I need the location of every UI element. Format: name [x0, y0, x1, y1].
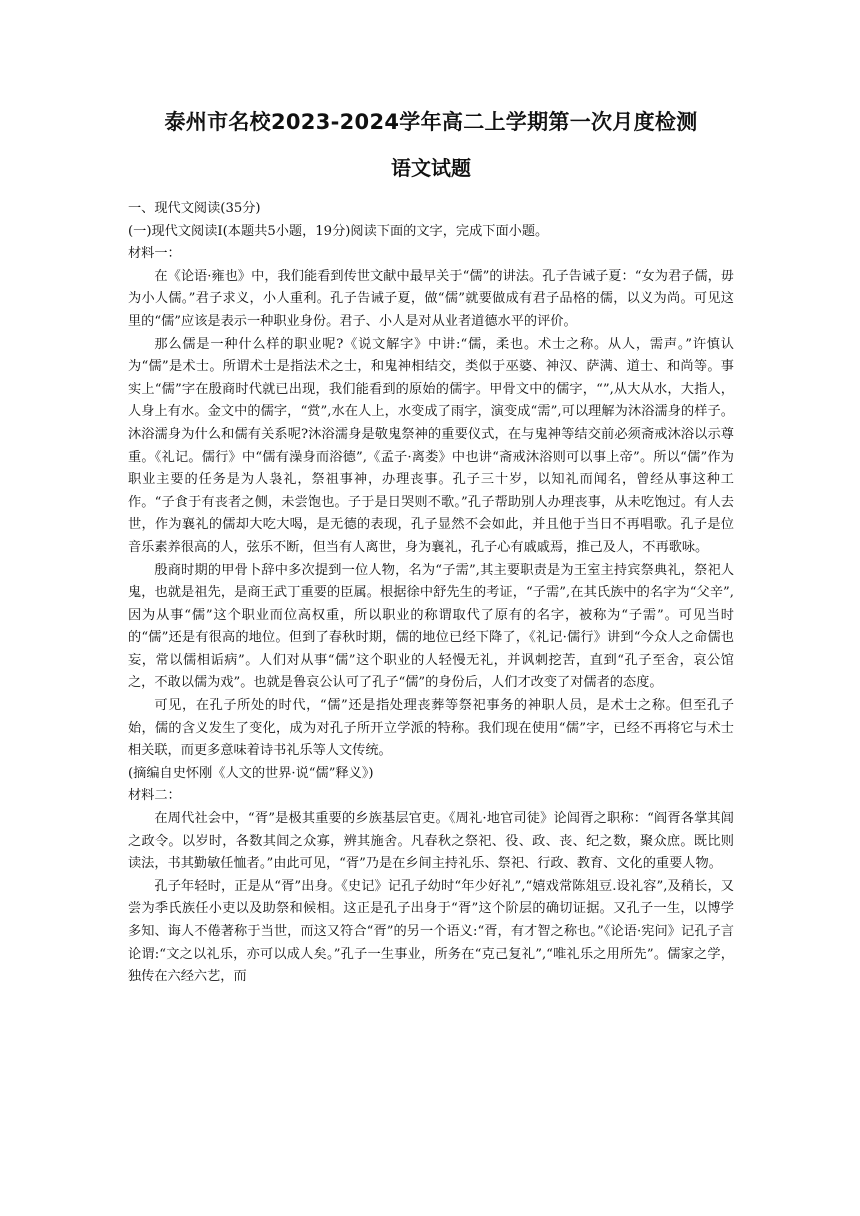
source-note: (摘编自史怀刚《人文的世界·说“儒”释义》) [128, 765, 374, 781]
section-heading: 一、现代文阅读(35分) [128, 201, 261, 216]
material2-label: 材料二： [128, 788, 181, 804]
material1-paragraph: 殷商时期的甲骨卜辞中多次提到一位人物，名为“子需”,其主要职责是为王室主持宾祭典礼，祭祀人鬼，也就是祖先，是商王武丁重要的臣属。根据徐中舒先生的考证，“子需”,在其氏族中的名字为“父辛”,因为从事“儒”这个职业而位高权重，所以职业的称谓取代了原有的名字，被称为“子需”。可见当时的“儒”还是有很高的地位。但到了春秋时期，儒的地位已经下降了，《礼记·儒行》讲到“今众人之命儒也妄，常以儒相诟病”。人们对从事“儒”这个职业的人轻慢无礼，并讽刺挖苦，直到“孔子至舍，哀公馆之，不敢以儒为戏”。也就是鲁哀公认可了孔子“儒”的身份后，人们才改变了对儒者的态度。 [128, 562, 734, 691]
document-title: 泰州市名校2023-2024学年高二上学期第一次月度检测 [164, 110, 698, 134]
material1-paragraph: 那么儒是一种什么样的职业呢?《说文解字》中讲:“儒，柔也。术士之称。从人，需声。”许慎认为“儒”是术士。所谓术士是指法术之士，和鬼神相结交，类似于巫婆、神汉、萨满、道士、和尚等。事实上“儒”字在殷商时代就已出现，我们能看到的原始的儒字。甲骨文中的儒字，“”,从大从水，大指人，人身上有水。金文中的儒字，“赏”,水在人上，水变成了雨字，演变成“需”,可以理解为沐浴濡身的样子。沐浴濡身为什么和儒有关系呢?沐浴濡身是敬鬼祭神的重要仪式，在与鬼神等结交前必须斋戒沐浴以示尊重。《礼记。儒行》中“儒有澡身而浴德”,《孟子·离娄》中也讲“斋戒沐浴则可以事上帝”。所以“儒”作为职业主要的任务是为人袅礼，祭祖事神，办理丧事。孔子三十岁，以知礼而闻名，曾经从事这种工作。“子食于有丧者之侧，未尝饱也。子于是日哭则不歌。”孔子帮助别人办理丧事，从未吃饱过。有人去世，作为襄礼的儒却大吃大喝，是无德的表现，孔子显然不会如此，并且他于当日不再唱歌。孔子是位音乐素养很高的人，弦乐不断，但当有人离世，身为襄礼，孔子心有戚戚焉，推己及人，不再歌咏。 [128, 336, 734, 555]
material2-paragraph: 孔子年轻时，正是从“胥”出身。《史记》记孔子幼时“年少好礼”,“嬉戏常陈俎豆.设礼容”,及稍长，又尝为季氏族任小吏以及助祭和候相。这正是孔子出身于“胥”这个阶层的确切证据。又孔子一生，以博学多知、诲人不倦著称于当世，而这又符合“胥”的另一个语义:“胥，有才智之称也。”《论语·宪问》记孔子言论谓:“文之以礼乐，亦可以成人矣。”孔子一生事业，所务在“克己复礼”,“唯礼乐之用所先”。儒家之学，独传在六经六艺，而 [128, 878, 734, 985]
material1-label: 材料一： [128, 246, 181, 262]
material1-paragraph: 可见，在孔子所处的时代，“儒”还是指处理丧葬等祭祀事务的神职人员，是术士之称。但至孔子始，儒的含义发生了变化，成为对孔子所开立学派的特称。我们现在使用“儒”字，已经不再将它与术士相关联，而更多意味着诗书礼乐等人文传统。 [128, 698, 734, 759]
document-subtitle: 语文试题 [391, 156, 471, 180]
material2-paragraph: 在周代社会中，“胥”是极其重要的乡族基层官吏。《周礼·地官司徒》论闾胥之职称：“阎胥各掌其闾之政令。以岁时，各数其闾之众寡，辨其施舍。凡春秋之祭祀、役、政、丧、纪之数，聚众庶。既比则读法，书其勤敏任恤者。”由此可见，“胥”乃是在乡间主持礼乐、祭祀、行政、教育、文化的重要人物。 [128, 811, 734, 872]
material1-paragraph: 在《论语·雍也》中，我们能看到传世文献中最早关于“儒”的讲法。孔子告诫子夏：“女为君子儒，毋为小人儒。”君子求义，小人重利。孔子告诫子夏，做“儒”就要做成有君子品格的儒，以义为尚。可见这里的“儒”应该是表示一种职业身份。君子、小人是对从业者道德水平的评价。 [128, 268, 734, 329]
document-page [128, 108, 734, 989]
part-heading: (一)现代文阅读Ⅰ(本题共5小题，19分)阅读下面的文字，完成下面小题。 [128, 223, 549, 239]
